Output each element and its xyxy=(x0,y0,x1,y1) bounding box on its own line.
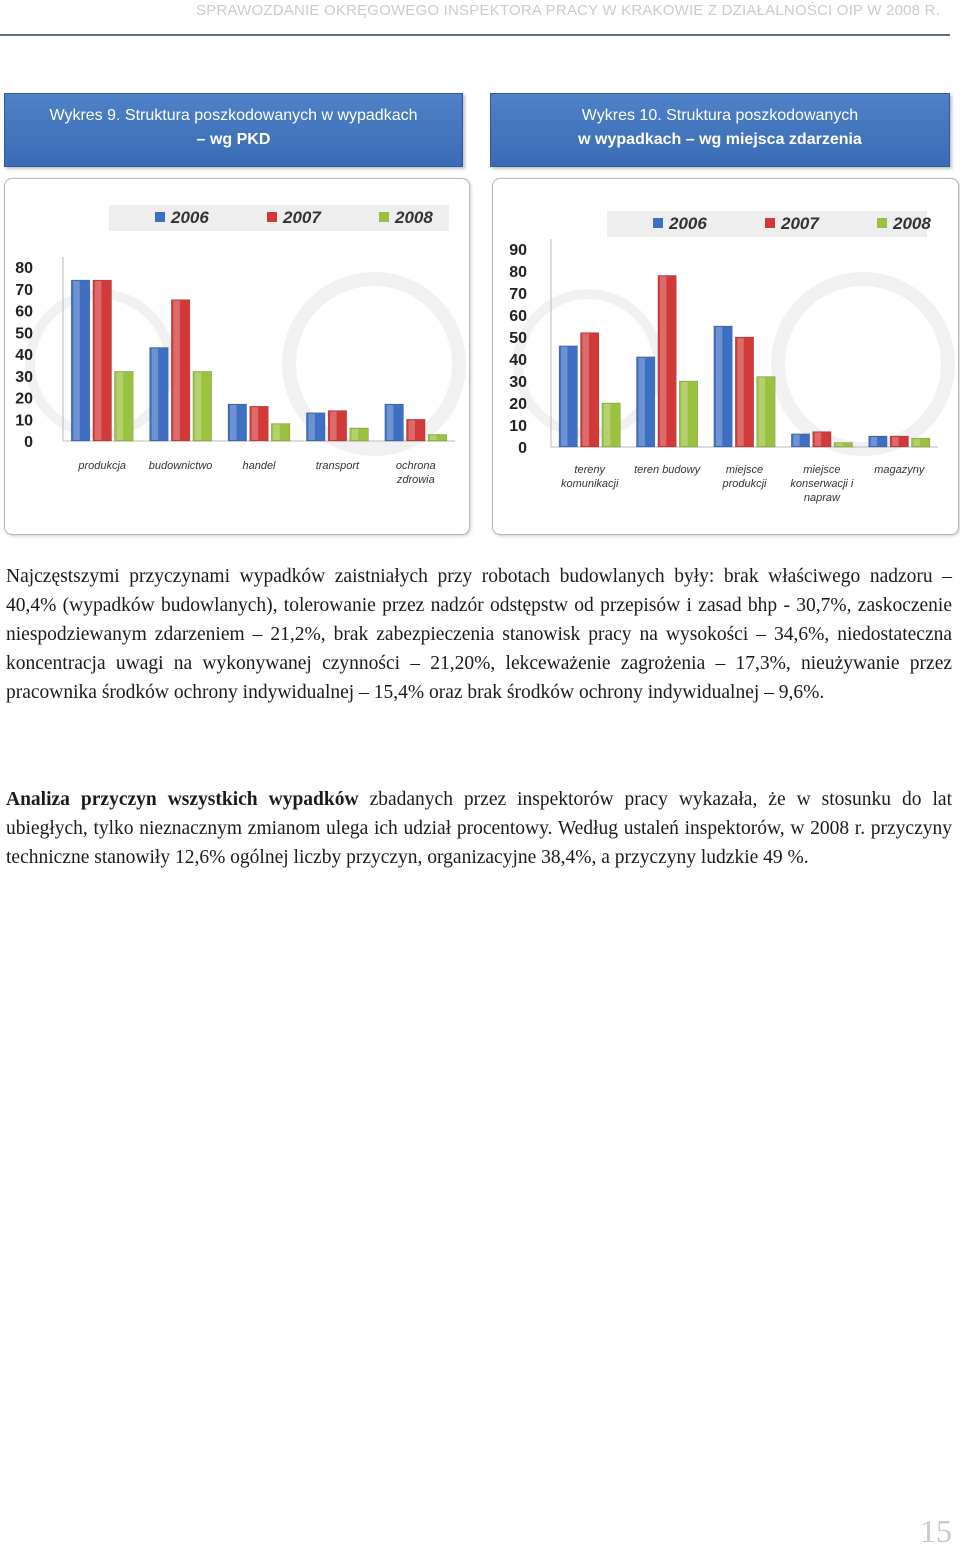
legend-label-2007: 2007 xyxy=(781,214,819,233)
y-tick-label: 80 xyxy=(15,260,33,277)
bar-highlight xyxy=(408,420,415,440)
y-tick-label: 50 xyxy=(15,325,33,343)
header-text: SPRAWOZDANIE OKRĘGOWEGO INSPEKTORA PRACY W KRAKOWIE Z DZIAŁALNOŚCI OIP W 2008 R. xyxy=(196,2,940,19)
legend-label-2008: 2008 xyxy=(893,214,931,233)
bar-highlight xyxy=(716,327,722,446)
y-tick-label: 70 xyxy=(509,286,527,303)
legend-swatch-2006 xyxy=(653,218,663,228)
bar-highlight xyxy=(759,378,765,446)
paragraph-rest: zbadanych przez inspektorów pracy wykazała, że w stosunku do lat ubiegłych, tylko nieznacznym zmianom ulega ich udział procentowy. Według ustaleń inspektorów, w 2008 r. przyczyny techniczne stanowiły 12,6% ogólnej liczby przyczyn, organizacyjne 38,4%, a przyczyny ludzkie 49 %. xyxy=(6,789,952,868)
bar-highlight xyxy=(173,301,180,440)
bar-highlight xyxy=(561,347,567,446)
y-tick-label: 30 xyxy=(15,368,33,386)
bar-highlight xyxy=(914,439,920,446)
bar-highlight xyxy=(152,348,159,440)
y-tick-label: 60 xyxy=(15,303,33,321)
page-header xyxy=(0,0,950,36)
bar-highlight xyxy=(836,444,842,446)
y-tick-label: 10 xyxy=(509,418,527,435)
bar-highlight xyxy=(230,405,237,440)
chart-place-frame xyxy=(492,178,959,535)
bar-highlight xyxy=(582,334,588,446)
legend-swatch-2008 xyxy=(877,218,887,228)
y-tick-label: 70 xyxy=(15,281,33,299)
bar-highlight xyxy=(638,358,644,446)
y-tick-label: 20 xyxy=(509,396,527,413)
y-tick-label: 80 xyxy=(509,264,527,281)
bar-highlight xyxy=(681,382,687,446)
bar-highlight xyxy=(737,338,743,446)
y-tick-label: 30 xyxy=(509,374,527,391)
chart-pkd-frame xyxy=(4,178,470,535)
legend-swatch-2008 xyxy=(379,212,389,222)
y-tick-label: 10 xyxy=(15,412,33,430)
x-category-label: teren budowy xyxy=(634,464,701,476)
figure10-title xyxy=(490,93,950,167)
y-tick-label: 90 xyxy=(509,242,527,259)
figure10-title-line1: Wykres 10. Struktura poszkodowanych xyxy=(581,107,859,124)
figure9-title-line1: Wykres 9. Struktura poszkodowanych w wypadkach xyxy=(49,107,418,124)
bar-highlight xyxy=(95,281,102,440)
y-tick-label: 20 xyxy=(15,390,33,408)
x-category-label: budownictwo xyxy=(148,460,213,472)
bar-highlight xyxy=(195,372,202,440)
bar-highlight xyxy=(871,437,877,446)
bar-highlight xyxy=(308,414,315,440)
x-category-label: transport xyxy=(315,460,360,472)
bar-highlight xyxy=(604,404,610,446)
paragraph-causes-all xyxy=(6,785,952,872)
bar-highlight xyxy=(387,405,394,440)
bar-highlight xyxy=(330,412,337,440)
x-category-label: miejsce produkcji xyxy=(722,464,767,490)
paragraph-lead-bold: Analiza przyczyn wszystkich wypadków xyxy=(6,789,359,810)
y-tick-label: 60 xyxy=(509,308,527,325)
legend-swatch-2006 xyxy=(155,212,165,222)
x-category-label: magazyny xyxy=(874,464,925,476)
chart-place xyxy=(493,179,958,534)
figure9-title xyxy=(4,93,463,167)
bar-highlight xyxy=(660,276,666,446)
page-number: 15 xyxy=(920,1513,952,1549)
x-category-label: tereny komunikacji xyxy=(560,464,619,490)
bar-highlight xyxy=(252,407,259,440)
bar-highlight xyxy=(815,433,821,446)
x-category-label: miejsce konserwacji i napraw xyxy=(790,464,854,504)
figure9-title-line2: – wg PKD xyxy=(196,131,271,148)
bar-highlight xyxy=(352,429,359,440)
x-category-label: handel xyxy=(242,460,276,472)
watermark-ring xyxy=(778,279,948,449)
legend-label-2006: 2006 xyxy=(669,214,707,233)
bar-highlight xyxy=(430,435,437,440)
y-tick-label: 40 xyxy=(15,347,33,364)
bar-highlight xyxy=(117,372,124,440)
y-tick-label: 0 xyxy=(518,440,527,457)
legend-label-2008: 2008 xyxy=(395,208,433,227)
legend-swatch-2007 xyxy=(765,218,775,228)
x-category-label: produkcja xyxy=(78,460,127,472)
y-tick-label: 0 xyxy=(24,434,33,451)
chart-pkd xyxy=(5,179,469,534)
bar-highlight xyxy=(73,281,80,440)
bar-highlight xyxy=(793,435,799,446)
bar-highlight xyxy=(892,437,898,446)
paragraph-causes-construction: Najczęstszymi przyczynami wypadków zaistniałych przy robotach budowlanych były: brak właściwego nadzoru – 40,4% (wypadków budowlanych), tolerowanie przez nadzór odstępstw od przepisów i zasad bhp - 30,7%, zaskoczenie niespodziewanym zdarzeniem – 21,2%, brak zabezpieczenia stanowisk pracy na wysokości – 34,6%, niedostateczna koncentracja uwagi na wykonywanej czynności – 21,20%, lekceważenie zagrożenia – 17,3%, nieużywanie przez pracownika środków ochrony indywidualnej – 15,4% oraz brak środków ochrony indywidualnej – 9,6%. xyxy=(6,566,952,703)
legend-swatch-2007 xyxy=(267,212,277,222)
legend-label-2006: 2006 xyxy=(171,208,209,227)
figure10-title-line2: w wypadkach – wg miejsca zdarzenia xyxy=(578,131,862,148)
x-category-label: ochrona zdrowia xyxy=(395,460,436,486)
bar-highlight xyxy=(273,425,280,440)
y-tick-label: 40 xyxy=(509,352,527,369)
y-tick-label: 50 xyxy=(509,330,527,347)
legend-label-2007: 2007 xyxy=(283,208,321,227)
